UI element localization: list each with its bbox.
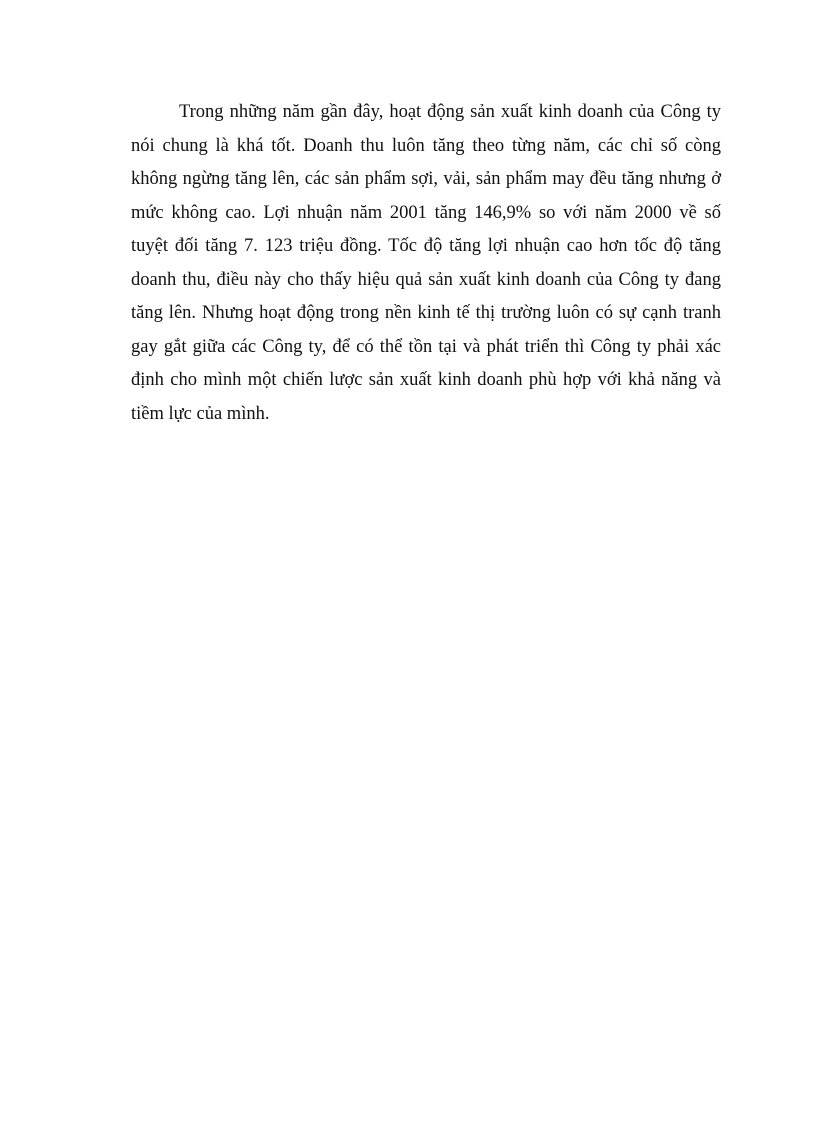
paragraph-line: tăng lên. Nhưng hoạt động trong nền kinh tế thị trường luôn có sự cạnh tranh (131, 303, 721, 323)
paragraph-line: định cho mình một chiến lược sản xuất kinh doanh phù hợp với khả năng và (131, 370, 721, 390)
paragraph-line: tuyệt đối tăng 7. 123 triệu đồng. Tốc độ tăng lợi nhuận cao hơn tốc độ tăng (131, 236, 721, 256)
paragraph-line: doanh thu, điều này cho thấy hiệu quả sản xuất kinh doanh của Công ty đang (131, 269, 721, 290)
paragraph-line: nói chung là khá tốt. Doanh thu luôn tăng theo từng năm, các chỉ số còng (131, 135, 721, 156)
paragraph-line: tiềm lực của mình. (131, 403, 270, 424)
body-paragraph (131, 96, 721, 431)
paragraph-line: mức không cao. Lợi nhuận năm 2001 tăng 146,9% so với năm 2000 về số (131, 202, 721, 223)
paragraph-line: gay gắt giữa các Công ty, để có thể tồn tại và phát triển thì Công ty phải xác (131, 336, 721, 357)
paragraph-line: Trong những năm gần đây, hoạt động sản xuất kinh doanh của Công ty (179, 102, 721, 122)
paragraph-line: không ngừng tăng lên, các sản phẩm sợi, vải, sản phẩm may đều tăng nhưng ở (131, 169, 721, 189)
